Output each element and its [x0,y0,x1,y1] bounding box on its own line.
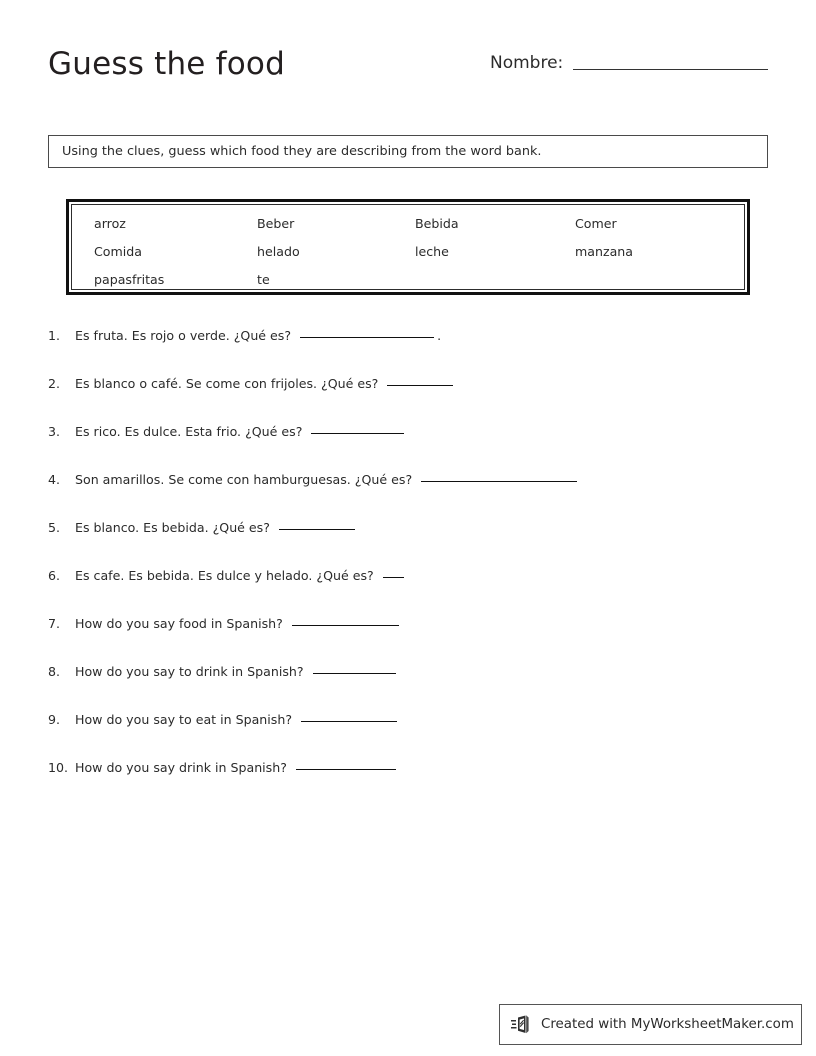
answer-blank[interactable] [300,337,434,338]
question-number: 7. [48,616,61,631]
questions-list [48,327,768,807]
word-bank-item: leche [415,244,449,259]
answer-blank[interactable] [383,577,404,578]
footer-text: Created with MyWorksheetMaker.com [541,1016,794,1032]
question-item [48,375,768,423]
worksheet-header [48,44,768,100]
question-item [48,615,768,663]
answer-blank[interactable] [313,673,396,674]
word-bank-item: papasfritas [94,272,165,287]
question-body [75,519,358,537]
question-tail: . [437,328,442,343]
question-body [75,327,441,345]
answer-blank[interactable] [311,433,404,434]
word-bank-item: Bebida [415,216,459,231]
name-input-line[interactable] [573,69,768,70]
question-item [48,759,768,807]
word-bank-item: helado [257,244,300,259]
question-text: Son amarillos. Se come con hamburguesas. ¿Qué es? [75,472,413,487]
word-bank-item: arroz [94,216,126,231]
question-number: 4. [48,472,61,487]
question-item [48,471,768,519]
question-body [75,759,399,777]
question-text: How do you say drink in Spanish? [75,760,287,775]
question-item [48,519,768,567]
question-number: 10. [48,760,69,775]
word-bank [66,199,750,295]
answer-blank[interactable] [387,385,453,386]
answer-blank[interactable] [279,529,355,530]
answer-blank[interactable] [296,769,396,770]
question-text: Es rico. Es dulce. Esta frio. ¿Qué es? [75,424,303,439]
question-item [48,711,768,759]
question-number: 3. [48,424,61,439]
question-text: Es blanco. Es bebida. ¿Qué es? [75,520,270,535]
word-bank-item: Beber [257,216,295,231]
student-name-group [490,52,768,74]
word-bank-inner-frame [71,204,745,290]
answer-blank[interactable] [301,721,397,722]
question-text: Es fruta. Es rojo o verde. ¿Qué es? [75,328,292,343]
worksheet-maker-logo-icon [511,1014,533,1036]
question-text: Es cafe. Es bebida. Es dulce y helado. ¿Qué es? [75,568,374,583]
word-bank-item: Comer [575,216,617,231]
question-text: How do you say food in Spanish? [75,616,283,631]
question-number: 5. [48,520,61,535]
question-number: 9. [48,712,61,727]
question-body [75,471,580,489]
word-bank-grid [94,216,738,288]
word-bank-item: manzana [575,244,633,259]
question-item [48,327,768,375]
question-body [75,615,402,633]
name-label: Nombre: [490,53,564,73]
question-item [48,423,768,471]
question-body [75,375,456,393]
question-body [75,423,407,441]
question-item [48,567,768,615]
question-number: 6. [48,568,61,583]
question-text: How do you say to drink in Spanish? [75,664,304,679]
instructions-text: Using the clues, guess which food they are describing from the word bank. [62,143,542,159]
page-title: Guess the food [48,46,285,82]
instructions-box [48,135,768,168]
question-body [75,711,400,729]
question-number: 2. [48,376,61,391]
word-bank-item: Comida [94,244,142,259]
question-text: Es blanco o café. Se come con frijoles. ¿Qué es? [75,376,379,391]
question-body [75,663,399,681]
question-number: 1. [48,328,61,343]
answer-blank[interactable] [421,481,577,482]
question-number: 8. [48,664,61,679]
question-text: How do you say to eat in Spanish? [75,712,293,727]
word-bank-item: te [257,272,270,287]
footer-attribution-badge[interactable] [499,1004,802,1045]
answer-blank[interactable] [292,625,399,626]
question-item [48,663,768,711]
question-body [75,567,407,585]
